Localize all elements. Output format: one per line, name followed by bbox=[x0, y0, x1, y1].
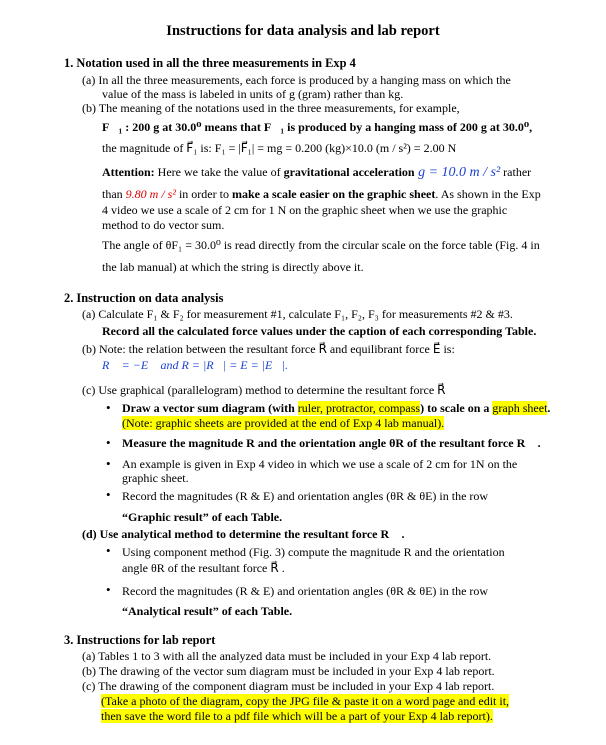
s3-hl1: (Take a photo of the diagram, copy the JPG file & paste it on a word page and edit it, bbox=[101, 694, 510, 708]
s2-d-bullet1-line1: Using component method (Fig. 3) compute the magnitude R and the orientation bbox=[122, 545, 505, 559]
section-2-heading: 2. Instruction on data analysis bbox=[64, 291, 224, 305]
attention-text1: Here we take the value of bbox=[154, 165, 284, 179]
s2-d-bullet1-line2: angle θR of the resultant force R⃗ . bbox=[122, 561, 285, 575]
section-1-heading: 1. Notation used in all the three measurements in Exp 4 bbox=[64, 56, 356, 70]
s3-b-line: (b) The drawing of the vector sum diagram must be included in your Exp 4 lab report. bbox=[82, 664, 495, 678]
attention-980: 9.80 m / s² bbox=[125, 187, 176, 201]
c-b1-tools: ruler, protractor, compass bbox=[297, 401, 421, 415]
s2-c-bullet1 bbox=[122, 401, 550, 415]
s2-c-line: (c) Use graphical (parallelogram) method to determine the resultant force R⃗ bbox=[82, 383, 446, 397]
s1-a-line2: value of the mass is labeled in units of g (gram) rather than kg. bbox=[102, 87, 404, 101]
attention-g-value: g = 10.0 m / s² bbox=[414, 165, 501, 180]
s2-c-bullet1-note bbox=[122, 416, 444, 430]
attention-grav: gravitational acceleration bbox=[283, 165, 415, 179]
s3-c-line: (c) The drawing of the component diagram must be included in your Exp 4 lab report. bbox=[82, 679, 495, 693]
bullet-icon: • bbox=[106, 400, 111, 415]
s2-a-line2: Record all the calculated force values under the caption of each corresponding Table. bbox=[102, 324, 537, 338]
attention-scale: make a scale easier on the graphic sheet bbox=[231, 187, 436, 201]
s1-magnitude-line: the magnitude of F⃗₁ is: F₁ = |F⃗₁| = mg = 0.200 (kg)×10.0 (m / s²) = 2.00 N bbox=[102, 141, 457, 155]
s2-d-bullet2-line2: “Analytical result” of each Table. bbox=[122, 604, 293, 618]
c-b1-text2: ) to scale on a bbox=[420, 401, 493, 415]
attention-than: than bbox=[102, 187, 126, 201]
bullet-icon: • bbox=[106, 582, 111, 597]
s1-attention-line2 bbox=[102, 187, 541, 201]
bullet-icon: • bbox=[106, 487, 111, 502]
attention-shown: . As shown in the Exp bbox=[435, 187, 541, 201]
s2-c-bullet4-line2: “Graphic result” of each Table. bbox=[122, 510, 283, 524]
c-b1-note: (Note: graphic sheets are provided at the end of Exp 4 lab manual). bbox=[122, 416, 445, 430]
s2-c-bullet2: Measure the magnitude R and the orientation angle θR of the resultant force R⃗ . bbox=[122, 436, 541, 450]
attention-label: Attention: bbox=[102, 165, 155, 179]
s3-a-line: (a) Tables 1 to 3 with all the analyzed data must be included in your Exp 4 lab report. bbox=[82, 649, 492, 663]
s2-d-bullet2-line1: Record the magnitudes (R & E) and orientation angles (θR & θE) in the row bbox=[122, 584, 489, 598]
s3-highlight-line1 bbox=[101, 694, 509, 708]
page-title: Instructions for data analysis and lab report bbox=[166, 23, 440, 39]
s1-attention-line4: method to do vector sum. bbox=[102, 218, 225, 232]
attention-rather: rather bbox=[500, 165, 532, 179]
s2-c-bullet3-line1: An example is given in Exp 4 video in which we use a scale of 2 cm for 1N on the bbox=[122, 457, 518, 471]
s2-c-bullet4-line1: Record the magnitudes (R & E) and orientation angles (θR & θE) in the row bbox=[122, 489, 489, 503]
bullet-icon: • bbox=[106, 435, 111, 450]
c-b1-graph: graph sheet bbox=[492, 401, 548, 415]
s2-a-line1: (a) Calculate F₁ & F₂ for measurement #1, calculate F₁, F₂, F₃ for measurements #2 & #3. bbox=[82, 307, 513, 321]
s1-b-line: (b) The meaning of the notations used in the three measurements, for example, bbox=[82, 101, 460, 115]
s2-b-line1: (b) Note: the relation between the resultant force R⃗ and equilibrant force E⃗ is: bbox=[82, 342, 455, 356]
s1-attention-line1 bbox=[102, 165, 531, 180]
s2-d-line: (d) Use analytical method to determine the resultant force R⃗ . bbox=[82, 527, 405, 541]
s3-hl2: then save the word file to a pdf file which will be a part of your Exp 4 lab report). bbox=[101, 709, 493, 723]
s2-c-bullet3-line2: graphic sheet. bbox=[122, 471, 189, 485]
s3-highlight-line2 bbox=[101, 709, 493, 723]
s1-attention-line3: 4 video we use a scale of 2 cm for 1 N on the graphic sheet when we use the graphic bbox=[102, 203, 508, 217]
c-b1-period: . bbox=[547, 401, 551, 415]
bullet-icon: • bbox=[106, 543, 111, 558]
s1-a-line1: (a) In all the three measurements, each force is produced by a hanging mass on which the bbox=[82, 73, 511, 87]
bullet-icon: • bbox=[106, 456, 111, 471]
attention-inorder: in order to bbox=[175, 187, 232, 201]
section-3-heading: 3. Instructions for lab report bbox=[64, 633, 216, 647]
s1-angle-line2: the lab manual) at which the string is directly above it. bbox=[102, 260, 364, 274]
s1-example-line: F⃗₁ : 200 g at 30.0⁰ means that F⃗₁ is produced by a hanging mass of 200 g at 30.0⁰, bbox=[102, 120, 533, 134]
s2-b-equation: R⃗ = −E⃗ and R = |R⃗| = E = |E⃗|. bbox=[102, 358, 288, 372]
s1-angle-line1: The angle of θF₁ = 30.0⁰ is read directly from the circular scale on the force table (Fig. 4 in bbox=[102, 238, 540, 252]
c-b1-text1: Draw a vector sum diagram (with bbox=[122, 401, 298, 415]
